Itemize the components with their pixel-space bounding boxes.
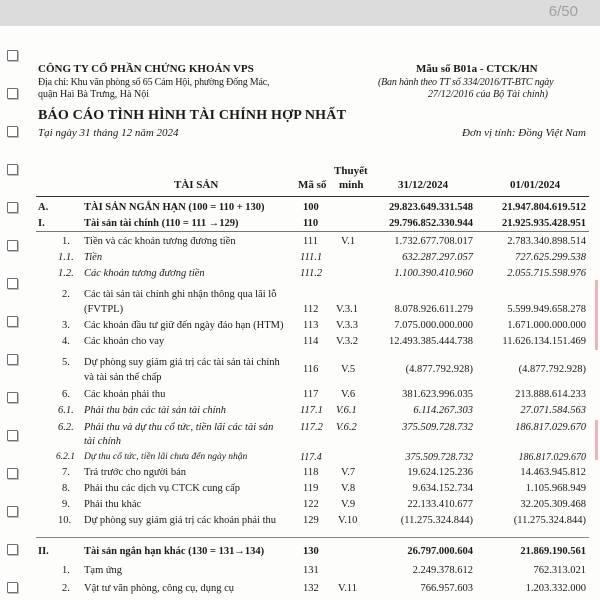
row-index: 6.2.1	[56, 452, 75, 462]
row-code: 131	[303, 565, 319, 576]
row-value-start: 32.205.309.468	[520, 499, 586, 510]
row-value-end: (4.877.792.928)	[405, 364, 473, 375]
row-value-end: (11.275.324.844)	[400, 515, 473, 526]
binder-hole-icon	[7, 354, 18, 365]
row-value-start: 1.203.332.000	[525, 583, 586, 594]
row-index: 1.1.	[58, 252, 74, 263]
row-value-end: 632.287.297.057	[402, 252, 473, 263]
binder-hole-icon	[7, 164, 18, 175]
row-label: Trả trước cho người bán	[84, 467, 187, 478]
row-label: Tạm ứng	[84, 565, 123, 576]
row-value-end: 22.133.410.677	[407, 499, 473, 510]
row-value-end: 29.796.852.330.944	[389, 218, 473, 229]
row-label: Phải thu khác	[84, 499, 142, 510]
row-label: Phải thu các dịch vụ CTCK cung cấp	[84, 483, 241, 494]
row-value-end: 2.249.378.612	[412, 565, 473, 576]
row-note: V.5	[341, 364, 356, 375]
binder-hole-icon	[7, 544, 18, 555]
row-value-start: 186.817.029.670	[518, 452, 586, 463]
row-value-end: 1.100.390.410.960	[394, 268, 473, 279]
header-code: Mã số	[298, 179, 327, 191]
row-index: 1.2.	[58, 268, 74, 279]
row-label: Dự phòng suy giảm giá trị các tài sản tài chính	[84, 357, 280, 368]
row-label: Vật tư văn phòng, công cụ, dụng cụ	[84, 583, 235, 594]
row-value-start: 186.817.029.670	[515, 422, 586, 433]
row-code: 117.4	[300, 452, 322, 463]
row-value-end: 375.509.728.732	[405, 452, 473, 463]
binder-hole-icon	[7, 430, 18, 441]
row-note: V.6.1	[336, 405, 357, 416]
row-value-end: 375.509.728.732	[402, 422, 473, 433]
row-label: Tiền	[84, 252, 103, 263]
binder-hole-icon	[7, 392, 18, 403]
row-label: Tiền và các khoản tương đương tiền	[84, 236, 236, 247]
row-label: Các khoản tương đương tiền	[84, 268, 205, 279]
row-value-start: 213.888.614.233	[515, 389, 586, 400]
row-code: 110	[303, 218, 319, 229]
binder-hole-icon	[7, 50, 18, 61]
row-value-start: 1.105.968.949	[525, 483, 586, 494]
row-value-start: 1.671.000.000.000	[507, 320, 586, 331]
binder-holes	[4, 36, 22, 600]
row-code: 100	[303, 202, 319, 213]
row-value-start: 14.463.945.812	[520, 467, 586, 478]
row-note: V.11	[338, 583, 357, 594]
row-value-start: 2.055.715.598.976	[507, 268, 586, 279]
report-date: Tại ngày 31 tháng 12 năm 2024	[38, 127, 179, 139]
row-index: 6.2.	[58, 422, 74, 433]
report-title: BÁO CÁO TÌNH HÌNH TÀI CHÍNH HỢP NHẤT	[38, 108, 347, 123]
form-note-line2: 27/12/2016 của Bộ Tài chính)	[428, 89, 548, 100]
row-value-end: 1.732.677.708.017	[394, 236, 473, 247]
row-value-start: 11.626.134.151.469	[502, 336, 586, 347]
row-label-line2: và tài sản thế chấp	[84, 372, 162, 383]
row-index: 6.1.	[58, 405, 74, 416]
row-index: 4.	[62, 336, 70, 347]
row-code: 116	[303, 364, 319, 375]
row-code: 117.1	[300, 405, 323, 416]
row-label: Các tài sản tài chính ghi nhận thông qua lãi lỗ	[84, 289, 277, 300]
row-value-start: 21.925.935.428.951	[502, 218, 586, 229]
header-note-line2: minh	[339, 179, 364, 191]
page-counter: 6/50	[548, 3, 578, 20]
row-code: 117.2	[300, 422, 323, 433]
report-unit: Đơn vị tính: Đồng Việt Nam	[462, 127, 586, 139]
row-label: Dự phòng suy giảm giá trị các khoản phải thu	[84, 515, 277, 526]
row-value-end: 9.634.152.734	[412, 483, 473, 494]
row-label: Phải thu và dự thu cổ tức, tiền lãi các tài sản	[84, 422, 274, 433]
row-code: 118	[303, 467, 319, 478]
company-name: CÔNG TY CỔ PHẦN CHỨNG KHOÁN VPS	[38, 63, 254, 75]
row-label: Các khoản phải thu	[84, 389, 166, 400]
row-code: 132	[303, 583, 319, 594]
row-value-end: 7.075.000.000.000	[394, 320, 473, 331]
row-code: 113	[303, 320, 319, 331]
row-value-start: 2.783.340.898.514	[507, 236, 586, 247]
row-label: Dự thu cổ tức, tiền lãi chưa đến ngày nhận	[84, 452, 248, 462]
row-label: Các khoản đầu tư giữ đến ngày đáo hạn (HTM)	[84, 320, 284, 331]
row-code: 111.2	[300, 268, 323, 279]
binder-hole-icon	[7, 506, 18, 517]
row-value-start: 762.313.021	[533, 565, 586, 576]
header-period-start: 01/01/2024	[510, 179, 561, 191]
company-address-line1: Địa chỉ: Khu văn phòng số 65 Cảm Hội, phường Đống Mác,	[38, 77, 270, 88]
row-index: 5.	[62, 357, 70, 368]
form-number: Mẫu số B01a - CTCK/HN	[416, 63, 538, 75]
binder-hole-icon	[7, 582, 18, 593]
row-value-end: 6.114.267.303	[413, 405, 473, 416]
row-index: 9.	[62, 499, 70, 510]
row-label-line2: tài chính	[84, 436, 122, 447]
row-value-end: 19.624.125.236	[407, 467, 473, 478]
viewer-toolbar	[0, 0, 600, 26]
row-note: V.1	[341, 236, 356, 247]
row-note: V.3.2	[336, 336, 358, 347]
row-note: V.3.1	[336, 304, 358, 315]
row-code: 117	[303, 389, 319, 400]
row-note: V.6.2	[336, 422, 357, 433]
row-value-start: 21.947.804.619.512	[502, 202, 586, 213]
binder-hole-icon	[7, 468, 18, 479]
row-code: 114	[303, 336, 319, 347]
row-index: 1.	[62, 565, 70, 576]
row-index: 8.	[62, 483, 70, 494]
row-code: 112	[303, 304, 319, 315]
binder-hole-icon	[7, 240, 18, 251]
row-value-start: 27.071.584.563	[520, 405, 586, 416]
row-value-start: 727.625.299.538	[515, 252, 586, 263]
row-index: 2.	[62, 289, 70, 300]
row-note: V.3.3	[336, 320, 358, 331]
stamp-mark	[595, 420, 598, 460]
row-note: V.8	[341, 483, 356, 494]
row-value-start: 21.869.190.561	[520, 546, 586, 557]
row-value-end: 8.078.926.611.279	[394, 304, 473, 315]
row-value-start: (4.877.792.928)	[518, 364, 586, 375]
row-label-line2: (FVTPL)	[84, 304, 124, 315]
row-label: Phải thu bán các tài sản tài chính	[84, 405, 227, 416]
row-index: I.	[38, 218, 45, 229]
row-value-start: (11.275.324.844)	[513, 515, 586, 526]
row-value-end: 12.493.385.444.738	[389, 336, 473, 347]
row-label: Tài sản tài chính (110 = 111 →129)	[84, 218, 239, 229]
row-note: V.9	[341, 499, 356, 510]
row-label: TÀI SẢN NGẮN HẠN (100 = 110 + 130)	[84, 202, 265, 213]
row-index: 1.	[62, 236, 70, 247]
stamp-mark	[595, 280, 598, 350]
row-note: V.6	[341, 389, 356, 400]
row-code: 119	[303, 483, 319, 494]
binder-hole-icon	[7, 88, 18, 99]
header-note-line1: Thuyết	[334, 165, 368, 177]
row-value-end: 766.957.603	[420, 583, 473, 594]
row-index: 10.	[58, 515, 72, 526]
row-index: 7.	[62, 467, 70, 478]
row-code: 130	[303, 546, 319, 557]
header-assets: TÀI SẢN	[174, 179, 219, 191]
row-index: 6.	[62, 389, 70, 400]
binder-hole-icon	[7, 316, 18, 327]
row-code: 111	[303, 236, 318, 247]
row-rule	[36, 537, 589, 538]
row-label: Các khoản cho vay	[84, 336, 165, 347]
header-period-end: 31/12/2024	[398, 179, 449, 191]
row-value-start: 5.599.949.658.278	[507, 304, 586, 315]
row-code: 122	[303, 499, 319, 510]
row-note: V.10	[338, 515, 358, 526]
form-note-line1: (Ban hành theo TT số 334/2016/TT-BTC ngày	[378, 77, 554, 88]
row-index: 2.	[62, 583, 70, 594]
row-rule	[36, 231, 589, 232]
binder-hole-icon	[7, 126, 18, 137]
header-rule	[36, 196, 589, 197]
row-index: 3.	[62, 320, 70, 331]
company-address-line2: quận Hai Bà Trưng, Hà Nội	[38, 89, 149, 100]
row-index: A.	[38, 202, 49, 213]
row-value-end: 29.823.649.331.548	[389, 202, 473, 213]
row-note: V.7	[341, 467, 356, 478]
row-value-end: 381.623.996.035	[402, 389, 473, 400]
row-value-end: 26.797.000.604	[407, 546, 473, 557]
binder-hole-icon	[7, 278, 18, 289]
row-code: 129	[303, 515, 319, 526]
binder-hole-icon	[7, 202, 18, 213]
row-label: Tài sản ngắn hạn khác (130 = 131→134)	[84, 546, 265, 557]
row-index: II.	[38, 546, 49, 557]
row-code: 111.1	[300, 252, 323, 263]
